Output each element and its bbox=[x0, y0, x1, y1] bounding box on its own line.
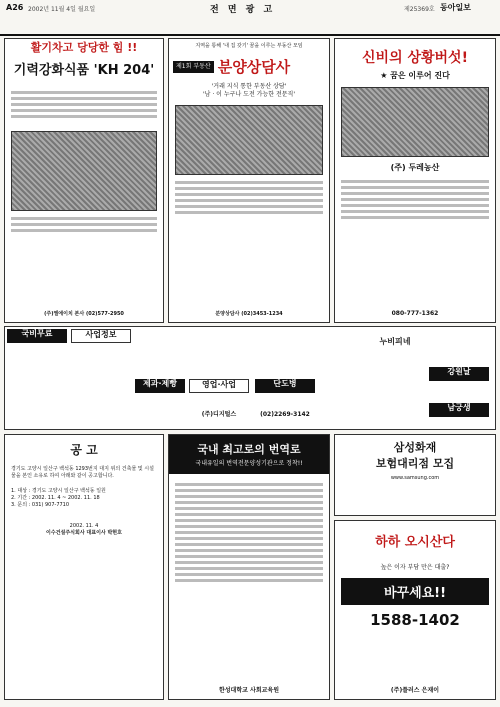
ad-top-line: 지역을 통해 '내 집 갖기' 꿈을 이루는 부동산 모임 bbox=[195, 43, 303, 49]
ad-cta: 바꾸세요!! bbox=[341, 578, 489, 605]
page-number: A26 bbox=[6, 3, 24, 12]
strip-d: 영업·사업 bbox=[189, 379, 249, 393]
ad-phone: 080-777-1362 bbox=[391, 310, 439, 317]
notice-item-3: 3. 문의 : 031) 907-7710 bbox=[11, 502, 70, 508]
paper-name: 동아일보 bbox=[440, 3, 471, 12]
health-food-ad bbox=[4, 38, 164, 323]
strip-b: 사업정보 bbox=[71, 329, 131, 343]
section-title: 전 면 광 고 bbox=[210, 5, 276, 15]
ad-subtitle: ★ 꿈은 이루어 진다 bbox=[380, 71, 450, 80]
mushroom-ad bbox=[334, 38, 496, 323]
ad-line-2: 국내유일의 번역전문양성기관으로 정착!! bbox=[195, 460, 303, 467]
ad-title: 신비의 상황버섯! bbox=[362, 50, 468, 66]
ad-question: 높은 이자 부담 만은 대출? bbox=[380, 564, 450, 571]
ad-line-1: 국내 최고로의 번역로 bbox=[197, 443, 301, 456]
ad-text-block bbox=[169, 474, 329, 591]
strip-c: 제과·제빵 bbox=[135, 379, 185, 393]
ad-footer: 한성대학교 사회교육원 bbox=[218, 687, 280, 694]
ad-line-2: '남 · 이 누구나 도전 가능한 전문직' bbox=[203, 91, 295, 98]
real-estate-ad bbox=[168, 38, 330, 323]
ad-line-1: '거래 지식 통한 부동산 상담' bbox=[211, 83, 287, 90]
classified-strip bbox=[4, 326, 496, 430]
ad-product: 기력강화식품 'KH 204' bbox=[13, 63, 155, 78]
ad-company: (주)플러스 은재이 bbox=[390, 687, 440, 694]
strip-e: 단도병 bbox=[255, 379, 315, 393]
translation-ad bbox=[168, 434, 330, 700]
ad-text-block bbox=[5, 84, 163, 125]
loan-ad bbox=[334, 520, 496, 700]
ad-photo bbox=[11, 131, 157, 211]
ad-title-2: 보험대리점 모집 bbox=[375, 457, 455, 470]
strip-f: (주)디지털스 bbox=[201, 411, 237, 418]
issue-number: 제25369호 bbox=[404, 6, 435, 13]
ad-contact: 분양상담사 (02)3453-1234 bbox=[215, 311, 283, 317]
notice-body: 경기도 고양시 일산구 백석동 1293번지 대지 위의 건축물 및 시설물을 본인 소유로 하여 아래와 같이 공고합니다. bbox=[11, 466, 154, 479]
strip-h: 누비피네 bbox=[379, 337, 411, 346]
page-header bbox=[0, 0, 500, 36]
ad-title: 분양상담사 bbox=[217, 58, 291, 76]
ad-company: (주) 두레농산 bbox=[390, 163, 440, 172]
ad-phone: 1588-1402 bbox=[370, 611, 460, 629]
ad-badge: 제1회 부동산 bbox=[173, 61, 214, 73]
ad-stamp: 하하 오시산다 bbox=[375, 535, 455, 550]
notice-item-1: 1. 대상 : 경기도 고양시 일산구 백석동 일원 bbox=[11, 488, 106, 494]
notice-title: 공 고 bbox=[70, 443, 98, 457]
ad-text-block bbox=[335, 173, 495, 226]
strip-j: 남궁생 bbox=[429, 403, 489, 417]
insurance-ad bbox=[334, 434, 496, 516]
public-notice bbox=[4, 434, 164, 700]
ad-text-block-2 bbox=[5, 217, 163, 232]
ad-text-block bbox=[169, 181, 329, 214]
strip-a: 국비무료 bbox=[7, 329, 67, 343]
strip-i: 강원날 bbox=[429, 367, 489, 381]
notice-date: 2002. 11. 4 bbox=[69, 523, 99, 529]
notice-item-2: 2. 기간 : 2002. 11. 4 ~ 2002. 11. 18 bbox=[11, 495, 100, 501]
ad-photo bbox=[175, 105, 323, 175]
ad-title-1: 삼성화재 bbox=[393, 441, 437, 454]
ad-contact: (주)엘에이치 본사 (02)577-2950 bbox=[44, 311, 124, 317]
ad-slogan: 활기차고 당당한 힘 !! bbox=[30, 41, 138, 54]
strip-g: (02)2269-3142 bbox=[260, 411, 310, 418]
ad-photo bbox=[341, 87, 489, 157]
notice-signer: 이수건설주식회사 대표이사 박현호 bbox=[46, 530, 122, 536]
publish-date: 2002년 11월 4일 월요일 bbox=[28, 6, 96, 13]
ad-url: www.samsung.com bbox=[390, 475, 440, 481]
